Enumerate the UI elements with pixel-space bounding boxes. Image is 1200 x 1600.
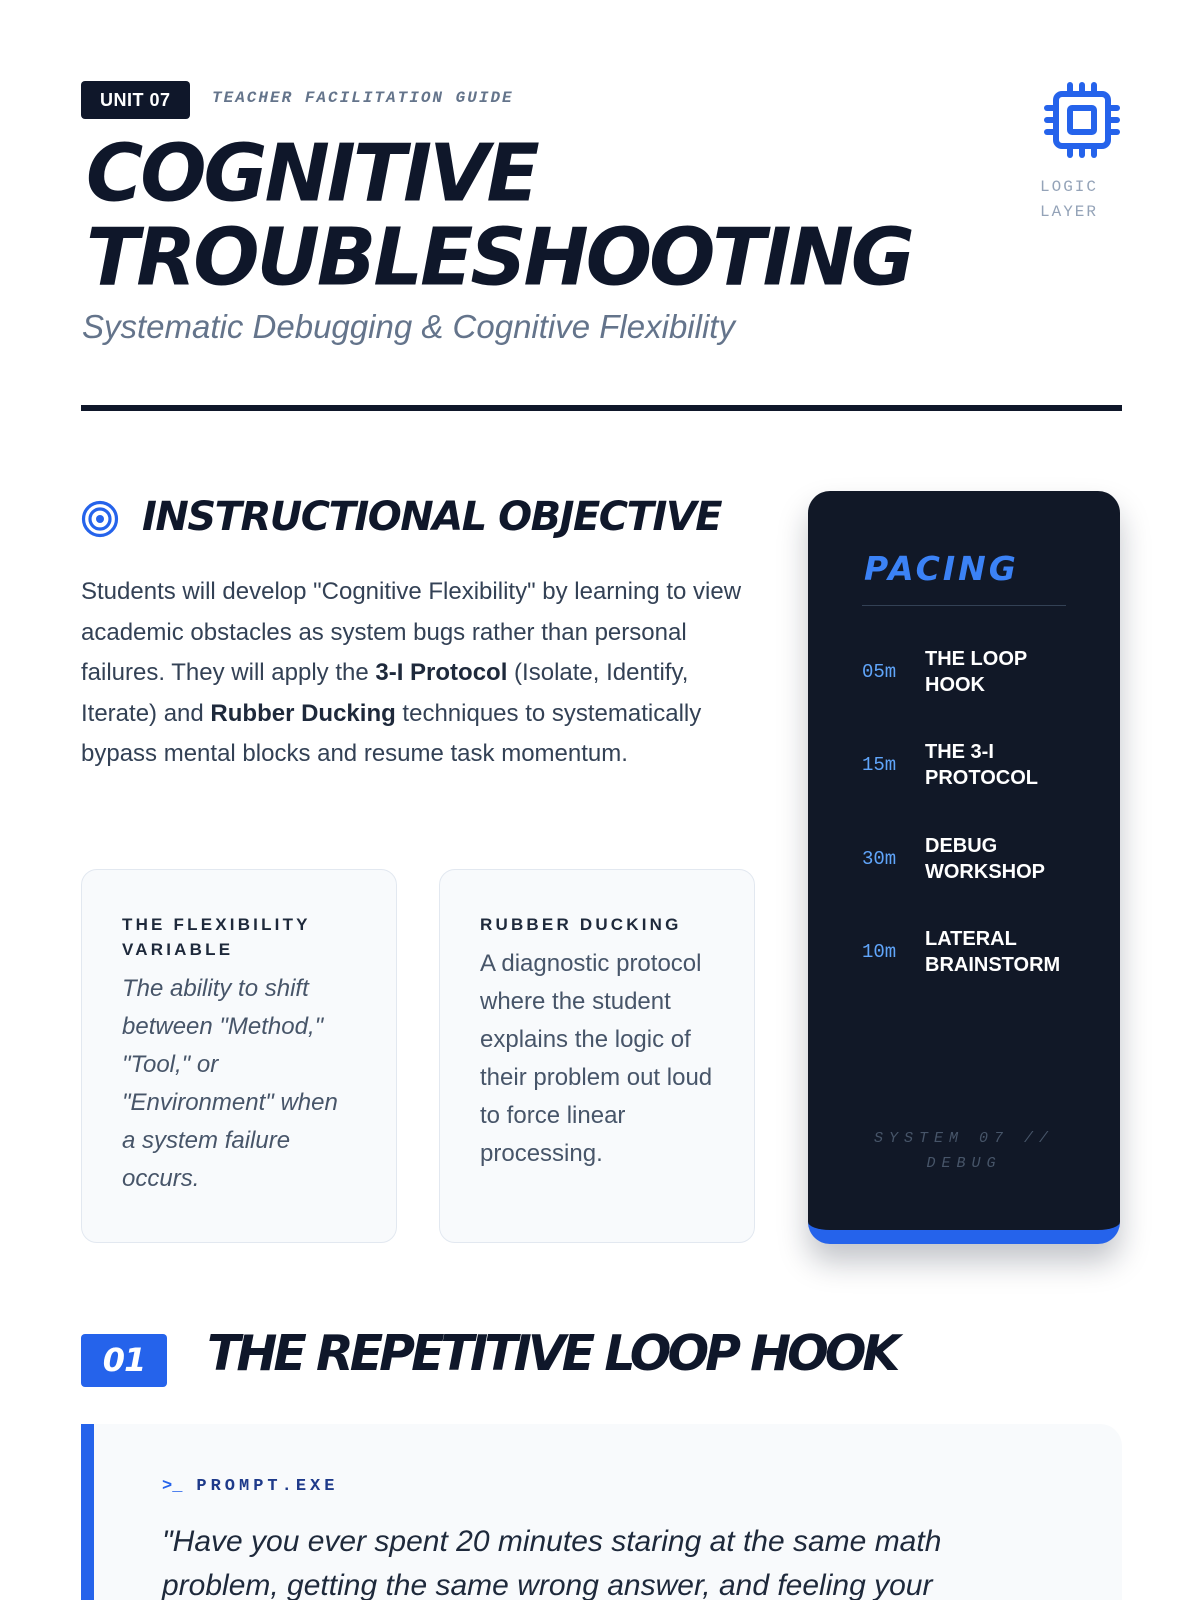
objective-bold-rubber-ducking: Rubber Ducking [210, 699, 396, 727]
terminal-icon: >_ [162, 1477, 183, 1496]
pacing-label: DEBUG WORKSHOP [925, 835, 1045, 883]
pacing-time: 10m [862, 941, 897, 963]
pacing-footer: SYSTEM 07 // DEBUG [873, 1130, 1055, 1172]
pacing-time: 30m [862, 848, 897, 870]
rubber-ducking-card [439, 869, 755, 1243]
objective-text-2: (Isolate, Identify, Iterate) and [81, 659, 689, 727]
pacing-label: LATERAL BRAINSTORM [925, 928, 1061, 976]
pacing-item [862, 926, 1102, 978]
section-title: THE REPETITIVE LOOP HOOK [207, 1325, 897, 1382]
prompt-label-text: PROMPT.EXE [196, 1477, 339, 1496]
page-subtitle: Systematic Debugging & Cognitive Flexibility [82, 308, 735, 345]
objective-body [81, 572, 761, 775]
objective-text-1: Students will develop "Cognitive Flexibility" by learning to view academic obstacles as system bugs rather than personal failures. They will apply the [81, 578, 742, 686]
header-divider [81, 405, 1122, 411]
pacing-item [862, 646, 1102, 698]
objective-text-3: techniques to systematically bypass mental blocks and resume task momentum. [81, 699, 702, 767]
pacing-time: 15m [862, 754, 897, 776]
card-title: RUBBER DUCKING [480, 915, 682, 934]
pacing-divider [862, 605, 1066, 606]
page-title [86, 128, 912, 304]
pacing-item [862, 739, 1102, 791]
card-text: A diagnostic protocol where the student explains the logic of their problem out loud to force linear processing. [480, 950, 713, 1167]
logic-label-line-1: LOGIC [1040, 178, 1099, 196]
objective-bold-protocol: 3-I Protocol [375, 659, 508, 686]
prompt-box [81, 1424, 1122, 1600]
title-line-2: TROUBLESHOOTING [86, 211, 912, 304]
pacing-label: THE 3-I PROTOCOL [925, 741, 1038, 789]
logic-label-line-2: LAYER [1040, 203, 1099, 221]
card-title: THE FLEXIBILITY VARIABLE [122, 915, 311, 959]
objective-heading: INSTRUCTIONAL OBJECTIVE [142, 494, 722, 540]
logic-layer-label [1040, 175, 1130, 225]
target-icon [81, 500, 119, 538]
section-number: 01 [81, 1334, 167, 1387]
pacing-item [862, 833, 1102, 885]
unit-badge: UNIT 07 [81, 81, 190, 119]
card-text: The ability to shift between "Method," "Tool," or "Environment" when a system failure occurs. [122, 975, 338, 1192]
pacing-label: THE LOOP HOOK [925, 648, 1027, 696]
chip-icon [1044, 82, 1120, 158]
pacing-time: 05m [862, 661, 897, 683]
prompt-label [162, 1477, 338, 1496]
pacing-panel [808, 491, 1120, 1244]
title-line-1: COGNITIVE [86, 128, 537, 221]
guide-label: TEACHER FACILITATION GUIDE [212, 89, 514, 107]
pacing-title: PACING [864, 549, 1019, 588]
prompt-quote: "Have you ever spent 20 minutes staring at the same math problem, getting the same wrong answer, and feeling your [162, 1525, 942, 1600]
flexibility-variable-card [81, 869, 397, 1243]
